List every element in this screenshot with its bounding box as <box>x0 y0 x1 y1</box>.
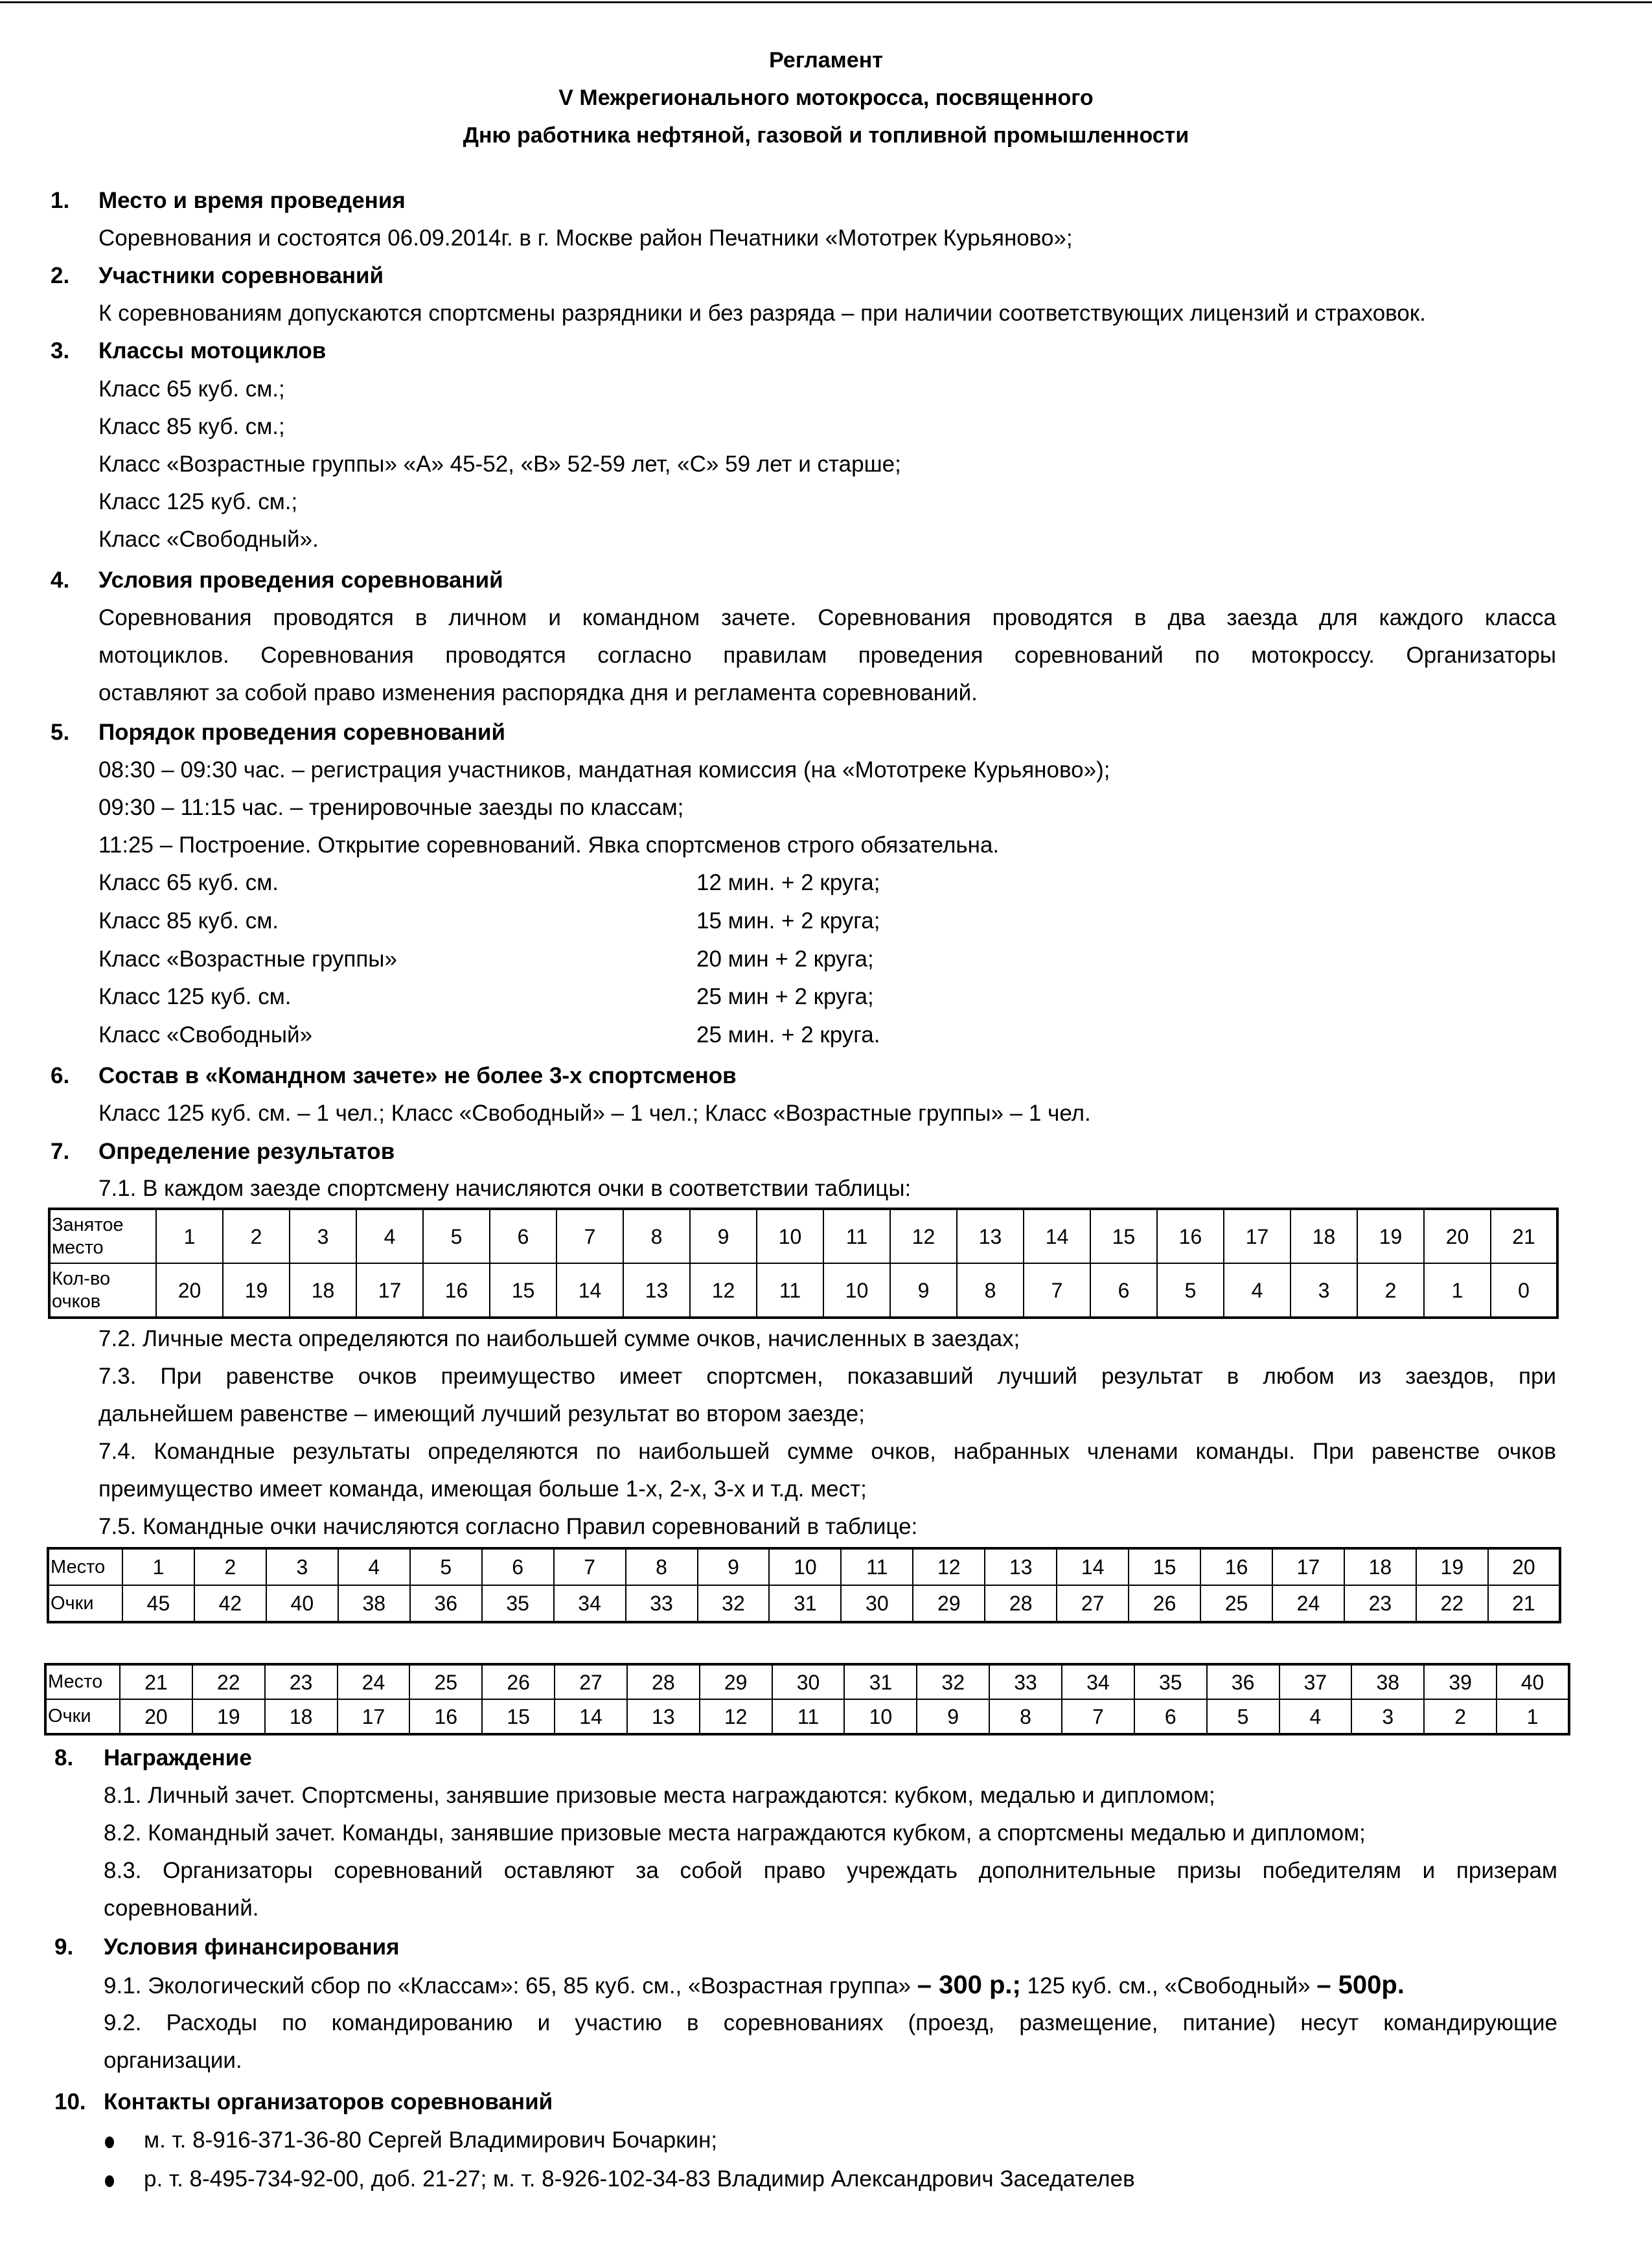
place-cell: 20 <box>1424 1209 1491 1263</box>
row-label: Кол-во очков <box>49 1263 156 1318</box>
points-cell: 2 <box>1357 1263 1424 1318</box>
points-cell: 14 <box>555 1699 627 1734</box>
place-cell: 18 <box>1291 1209 1357 1263</box>
points-cell: 20 <box>120 1699 192 1734</box>
place-cell: 17 <box>1272 1548 1344 1585</box>
place-cell: 35 <box>1134 1664 1207 1699</box>
section-text: Соревнования и состоятся 06.09.2014г. в г. Москве район Печатники «Мототрек Курьяново»; <box>98 225 1073 251</box>
place-cell: 24 <box>338 1664 410 1699</box>
place-cell: 37 <box>1279 1664 1352 1699</box>
fee-text: 125 куб. см., «Свободный» <box>1020 1973 1317 1999</box>
race-class: Класс 65 куб. см. <box>98 870 279 895</box>
section-text-line: оставляют за собой право изменения распорядка дня и регламента соревнований. <box>98 680 978 705</box>
fee-amount-300: – 300 р.; <box>917 1971 1021 1999</box>
points-cell: 7 <box>1024 1263 1090 1318</box>
points-cell: 0 <box>1491 1263 1557 1318</box>
points-cell: 6 <box>1090 1263 1157 1318</box>
points-cell: 40 <box>266 1585 338 1622</box>
points-cell: 16 <box>409 1699 482 1734</box>
race-class: Класс «Возрастные группы» <box>98 946 397 972</box>
section-number: 10. <box>54 2089 86 2114</box>
place-cell: 19 <box>1416 1548 1488 1585</box>
place-cell: 27 <box>555 1664 627 1699</box>
table-row-points <box>49 1263 1557 1318</box>
race-duration: 25 мин + 2 круга; <box>696 984 874 1009</box>
points-cell: 26 <box>1129 1585 1200 1622</box>
class-item: Класс 85 куб. см.; <box>98 414 285 439</box>
place-cell: 36 <box>1207 1664 1279 1699</box>
place-cell: 20 <box>1488 1548 1560 1585</box>
points-cell: 3 <box>1291 1263 1357 1318</box>
section-text-line: мотоциклов. Соревнования проводятся согласно правилам проведения соревнований по мотокроссу. Организаторы <box>98 643 1556 668</box>
points-cell: 11 <box>757 1263 823 1318</box>
place-cell: 16 <box>1157 1209 1224 1263</box>
place-cell: 1 <box>122 1548 194 1585</box>
points-cell: 29 <box>913 1585 985 1622</box>
section-number: 9. <box>54 1934 74 1960</box>
points-cell: 28 <box>985 1585 1057 1622</box>
place-cell: 40 <box>1497 1664 1569 1699</box>
points-cell: 22 <box>1416 1585 1488 1622</box>
schedule-item: 09:30 – 11:15 час. – тренировочные заезды по классам; <box>98 795 684 820</box>
place-cell: 10 <box>769 1548 841 1585</box>
points-cell: 34 <box>554 1585 626 1622</box>
place-cell: 2 <box>223 1209 290 1263</box>
place-cell: 6 <box>482 1548 554 1585</box>
doc-subtitle: V Межрегионального мотокросса, посвященного <box>558 86 1094 110</box>
paragraph-7-4: 7.4. Командные результаты определяются по наибольшей сумме очков, набранных членами команды. При равенстве очков <box>98 1439 1556 1464</box>
section-text: К соревнованиям допускаются спортсмены разрядники и без разряда – при наличии соответствующих лицензий и страховок. <box>98 301 1426 326</box>
place-cell: 39 <box>1424 1664 1497 1699</box>
section-heading: Награждение <box>104 1745 252 1770</box>
paragraph-7-5: 7.5. Командные очки начисляются согласно Правил соревнований в таблице: <box>98 1514 918 1539</box>
points-cell: 18 <box>290 1263 356 1318</box>
place-cell: 3 <box>266 1548 338 1585</box>
points-cell: 31 <box>769 1585 841 1622</box>
place-cell: 6 <box>490 1209 556 1263</box>
placement-points-table <box>48 1208 1559 1319</box>
place-cell: 30 <box>772 1664 845 1699</box>
class-item: Класс 125 куб. см.; <box>98 489 298 514</box>
paragraph-7-1: 7.1. В каждом заезде спортсмену начисляются очки в соответствии таблицы: <box>98 1176 912 1201</box>
scan-edge-line <box>0 1 1652 3</box>
place-cell: 14 <box>1057 1548 1129 1585</box>
section-heading: Контакты организаторов соревнований <box>104 2089 553 2114</box>
place-cell: 7 <box>554 1548 626 1585</box>
place-cell: 26 <box>482 1664 555 1699</box>
place-cell: 7 <box>556 1209 623 1263</box>
points-cell: 14 <box>556 1263 623 1318</box>
place-cell: 11 <box>841 1548 913 1585</box>
place-cell: 18 <box>1344 1548 1416 1585</box>
section-number: 2. <box>51 263 70 288</box>
place-cell: 4 <box>356 1209 423 1263</box>
race-duration: 20 мин + 2 круга; <box>696 946 874 972</box>
paragraph-9-1 <box>104 1972 1405 1998</box>
race-class: Класс «Свободный» <box>98 1022 313 1048</box>
place-cell: 12 <box>890 1209 957 1263</box>
points-cell: 2 <box>1424 1699 1497 1734</box>
place-cell: 13 <box>985 1548 1057 1585</box>
points-cell: 36 <box>410 1585 482 1622</box>
points-cell: 7 <box>1062 1699 1134 1734</box>
points-cell: 5 <box>1157 1263 1224 1318</box>
place-cell: 5 <box>410 1548 482 1585</box>
points-cell: 15 <box>482 1699 555 1734</box>
place-cell: 22 <box>192 1664 265 1699</box>
table-row-points <box>45 1699 1569 1734</box>
points-cell: 6 <box>1134 1699 1207 1734</box>
section-number: 8. <box>54 1745 74 1770</box>
fee-amount-500: – 500р. <box>1316 1971 1405 1999</box>
doc-subtitle-2: Дню работника нефтяной, газовой и топливной промышленности <box>463 123 1189 148</box>
points-cell: 15 <box>490 1263 556 1318</box>
section-number: 3. <box>51 338 70 363</box>
race-class: Класс 125 куб. см. <box>98 984 292 1009</box>
place-cell: 14 <box>1024 1209 1090 1263</box>
place-cell: 28 <box>627 1664 700 1699</box>
class-item: Класс 65 куб. см.; <box>98 376 285 402</box>
paragraph-8-2: 8.2. Командный зачет. Команды, занявшие призовые места награждаются кубком, а спортсмены медалью и дипломом; <box>104 1820 1366 1846</box>
points-cell: 38 <box>338 1585 410 1622</box>
points-cell: 23 <box>1344 1585 1416 1622</box>
points-cell: 35 <box>482 1585 554 1622</box>
place-cell: 38 <box>1351 1664 1424 1699</box>
team-points-table-2 <box>44 1663 1570 1735</box>
race-class: Класс 85 куб. см. <box>98 908 279 934</box>
section-heading: Условия финансирования <box>104 1934 400 1960</box>
section-number: 1. <box>51 188 70 213</box>
place-cell: 15 <box>1090 1209 1157 1263</box>
points-cell: 12 <box>690 1263 757 1318</box>
section-heading: Классы мотоциклов <box>98 338 327 363</box>
points-cell: 9 <box>890 1263 957 1318</box>
place-cell: 12 <box>913 1548 985 1585</box>
team-points-table-1 <box>47 1547 1561 1623</box>
points-cell: 4 <box>1224 1263 1291 1318</box>
points-cell: 19 <box>192 1699 265 1734</box>
race-duration: 15 мин. + 2 круга; <box>696 908 880 934</box>
place-cell: 5 <box>423 1209 490 1263</box>
points-cell: 45 <box>122 1585 194 1622</box>
section-number: 5. <box>51 720 70 745</box>
points-cell: 8 <box>957 1263 1024 1318</box>
place-cell: 9 <box>698 1548 770 1585</box>
points-cell: 27 <box>1057 1585 1129 1622</box>
place-cell: 17 <box>1224 1209 1291 1263</box>
points-cell: 1 <box>1497 1699 1569 1734</box>
race-duration: 12 мин. + 2 круга; <box>696 870 880 895</box>
class-item: Класс «Свободный». <box>98 527 319 552</box>
schedule-item: 11:25 – Построение. Открытие соревнований. Явка спортсменов строго обязательна. <box>98 832 1000 858</box>
points-cell: 1 <box>1424 1263 1491 1318</box>
section-heading: Место и время проведения <box>98 188 406 213</box>
section-heading: Порядок проведения соревнований <box>98 720 506 745</box>
place-cell: 23 <box>265 1664 338 1699</box>
place-cell: 8 <box>626 1548 698 1585</box>
section-number: 7. <box>51 1139 70 1164</box>
points-cell: 17 <box>338 1699 410 1734</box>
points-cell: 13 <box>627 1699 700 1734</box>
paragraph-9-2-cont: организации. <box>104 2048 242 2073</box>
table-row-points <box>48 1585 1560 1622</box>
place-cell: 29 <box>700 1664 772 1699</box>
points-cell: 17 <box>356 1263 423 1318</box>
row-label: Место <box>48 1548 122 1585</box>
doc-title: Регламент <box>769 48 883 73</box>
table-row-places <box>48 1548 1560 1585</box>
place-cell: 15 <box>1129 1548 1200 1585</box>
section-number: 4. <box>51 567 70 593</box>
points-cell: 25 <box>1200 1585 1272 1622</box>
section-heading: Состав в «Командном зачете» не более 3-х спортсменов <box>98 1063 737 1088</box>
points-cell: 42 <box>194 1585 266 1622</box>
points-cell: 21 <box>1488 1585 1560 1622</box>
row-label: Место <box>45 1664 120 1699</box>
points-cell: 10 <box>823 1263 890 1318</box>
points-cell: 16 <box>423 1263 490 1318</box>
section-heading: Определение результатов <box>98 1139 395 1164</box>
points-cell: 18 <box>265 1699 338 1734</box>
section-heading: Условия проведения соревнований <box>98 567 503 593</box>
place-cell: 13 <box>957 1209 1024 1263</box>
contact-item: м. т. 8-916-371-36-80 Сергей Владимирович Бочаркин; <box>144 2127 718 2153</box>
place-cell: 1 <box>156 1209 223 1263</box>
place-cell: 34 <box>1062 1664 1134 1699</box>
contact-item: р. т. 8-495-734-92-00, доб. 21-27; м. т. 8-926-102-34-83 Владимир Александрович Заседателев <box>144 2166 1135 2192</box>
points-cell: 12 <box>700 1699 772 1734</box>
table-row-places <box>45 1664 1569 1699</box>
paragraph-7-4-cont: преимущество имеет команда, имеющая больше 1-х, 2-х, 3-х и т.д. мест; <box>98 1476 867 1502</box>
paragraph-7-3-cont: дальнейшем равенстве – имеющий лучший результат во втором заезде; <box>98 1401 865 1426</box>
points-cell: 24 <box>1272 1585 1344 1622</box>
place-cell: 3 <box>290 1209 356 1263</box>
section-heading: Участники соревнований <box>98 263 384 288</box>
paragraph-8-3-cont: соревнований. <box>104 1896 259 1921</box>
place-cell: 19 <box>1357 1209 1424 1263</box>
section-text-line: Соревнования проводятся в личном и командном зачете. Соревнования проводятся в два заезда для каждого класса <box>98 605 1556 630</box>
race-duration: 25 мин. + 2 круга. <box>696 1022 880 1048</box>
table-row-places <box>49 1209 1557 1263</box>
points-cell: 9 <box>917 1699 989 1734</box>
row-label: Очки <box>48 1585 122 1622</box>
points-cell: 13 <box>623 1263 690 1318</box>
place-cell: 10 <box>757 1209 823 1263</box>
row-label: Очки <box>45 1699 120 1734</box>
points-cell: 32 <box>698 1585 770 1622</box>
points-cell: 4 <box>1279 1699 1352 1734</box>
points-cell: 20 <box>156 1263 223 1318</box>
points-cell: 11 <box>772 1699 845 1734</box>
place-cell: 2 <box>194 1548 266 1585</box>
class-item: Класс «Возрастные группы» «А» 45-52, «В» 52-59 лет, «С» 59 лет и старше; <box>98 452 901 477</box>
section-number: 6. <box>51 1063 70 1088</box>
place-cell: 8 <box>623 1209 690 1263</box>
fee-text: 9.1. Экологический сбор по «Классам»: 65, 85 куб. см., «Возрастная группа» <box>104 1973 917 1999</box>
place-cell: 31 <box>844 1664 917 1699</box>
points-cell: 3 <box>1351 1699 1424 1734</box>
place-cell: 33 <box>989 1664 1062 1699</box>
place-cell: 16 <box>1200 1548 1272 1585</box>
bullet-icon <box>105 2136 114 2148</box>
row-label: Занятое место <box>49 1209 156 1263</box>
schedule-item: 08:30 – 09:30 час. – регистрация участников, мандатная комиссия (на «Мототреке Курьяново»); <box>98 757 1110 783</box>
points-cell: 10 <box>844 1699 917 1734</box>
points-cell: 5 <box>1207 1699 1279 1734</box>
points-cell: 8 <box>989 1699 1062 1734</box>
paragraph-8-1: 8.1. Личный зачет. Спортсмены, занявшие призовые места награждаются: кубком, медалью и дипломом; <box>104 1783 1215 1808</box>
points-cell: 33 <box>626 1585 698 1622</box>
paragraph-8-3: 8.3. Организаторы соревнований оставляют за собой право учреждать дополнительные призы победителям и призерам <box>104 1858 1557 1883</box>
place-cell: 9 <box>690 1209 757 1263</box>
paragraph-9-2: 9.2. Расходы по командированию и участию в соревнованиях (проезд, размещение, питание) несут командирующие <box>104 2010 1557 2035</box>
place-cell: 4 <box>338 1548 410 1585</box>
place-cell: 21 <box>1491 1209 1557 1263</box>
place-cell: 21 <box>120 1664 192 1699</box>
place-cell: 32 <box>917 1664 989 1699</box>
points-cell: 30 <box>841 1585 913 1622</box>
place-cell: 25 <box>409 1664 482 1699</box>
bullet-icon <box>105 2175 114 2187</box>
paragraph-7-3: 7.3. При равенстве очков преимущество имеет спортсмен, показавший лучший результат в любом из заездов, при <box>98 1364 1556 1389</box>
place-cell: 11 <box>823 1209 890 1263</box>
points-cell: 19 <box>223 1263 290 1318</box>
paragraph-7-2: 7.2. Личные места определяются по наибольшей сумме очков, начисленных в заездах; <box>98 1326 1020 1351</box>
section-text: Класс 125 куб. см. – 1 чел.; Класс «Свободный» – 1 чел.; Класс «Возрастные группы» – 1 чел. <box>98 1101 1091 1126</box>
